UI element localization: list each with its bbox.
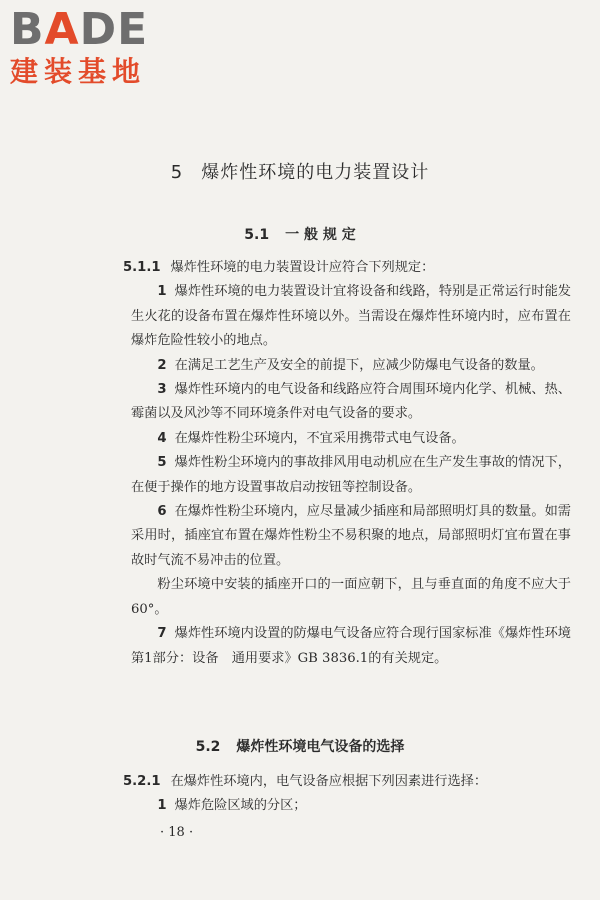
section-5-2-title: 5.2 爆炸性环境电气设备的选择 (195, 739, 405, 755)
list-item: 2 在满足工艺生产及安全的前提下，应减少防爆电气设备的数量。 (157, 357, 544, 373)
list-item: 6 在爆炸性粉尘环境内，应尽量减少插座和局部照明灯具的数量。如需采用时，插座宜布置在爆炸性粉尘不易积聚的地点，局部照明灯宜布置在事故时气流不易冲击的位置。 (131, 504, 571, 568)
page-number: · 18 · (160, 825, 194, 840)
list-item: 7 爆炸性环境内设置的防爆电气设备应符合现行国家标准《爆炸性环境 第1部分：设备 通用要求》GB 3836.1的有关规定。 (131, 626, 585, 666)
list-item: 1 爆炸性环境的电力装置设计宜将设备和线路，特别是正常运行时能发生火花的设备布置在爆炸性环境以外。当需设在爆炸性环境内时，应布置在爆炸危险性较小的地点。 (131, 284, 571, 349)
bade-logo (10, 6, 180, 88)
section-5-2-body (123, 770, 571, 819)
logo-wordmark: BADE (10, 4, 149, 55)
section-5-1-title: 5.1 一 般 规 定 (244, 227, 356, 243)
clause-5-2-1: 5.2.1 在爆炸性环境内，电气设备应根据下列因素进行选择： (123, 774, 488, 789)
list-item: 5 爆炸性粉尘环境内的事故排风用电动机应在生产发生事故的情况下，在便于操作的地方设置事故启动按钮等控制设备。 (131, 455, 571, 495)
list-item: 3 爆炸性环境内的电气设备和线路应符合周围环境内化学、机械、热、霉菌以及风沙等不同环境条件对电气设备的要求。 (131, 382, 571, 422)
list-item: 1 爆炸危险区域的分区； (157, 798, 307, 814)
clause-5-1-1: 5.1.1 爆炸性环境的电力装置设计应符合下列规定： (123, 260, 435, 275)
logo-chinese-name: 建装基地 (10, 55, 147, 88)
chapter-title: 5 爆炸性环境的电力装置设计 (170, 162, 430, 183)
note-paragraph: 粉尘环境中安装的插座开口的一面应朝下，且与垂直面的角度不应大于60°。 (131, 577, 571, 617)
section-5-1-body (123, 256, 585, 671)
list-item: 4 在爆炸性粉尘环境内，不宜采用携带式电气设备。 (157, 430, 465, 446)
